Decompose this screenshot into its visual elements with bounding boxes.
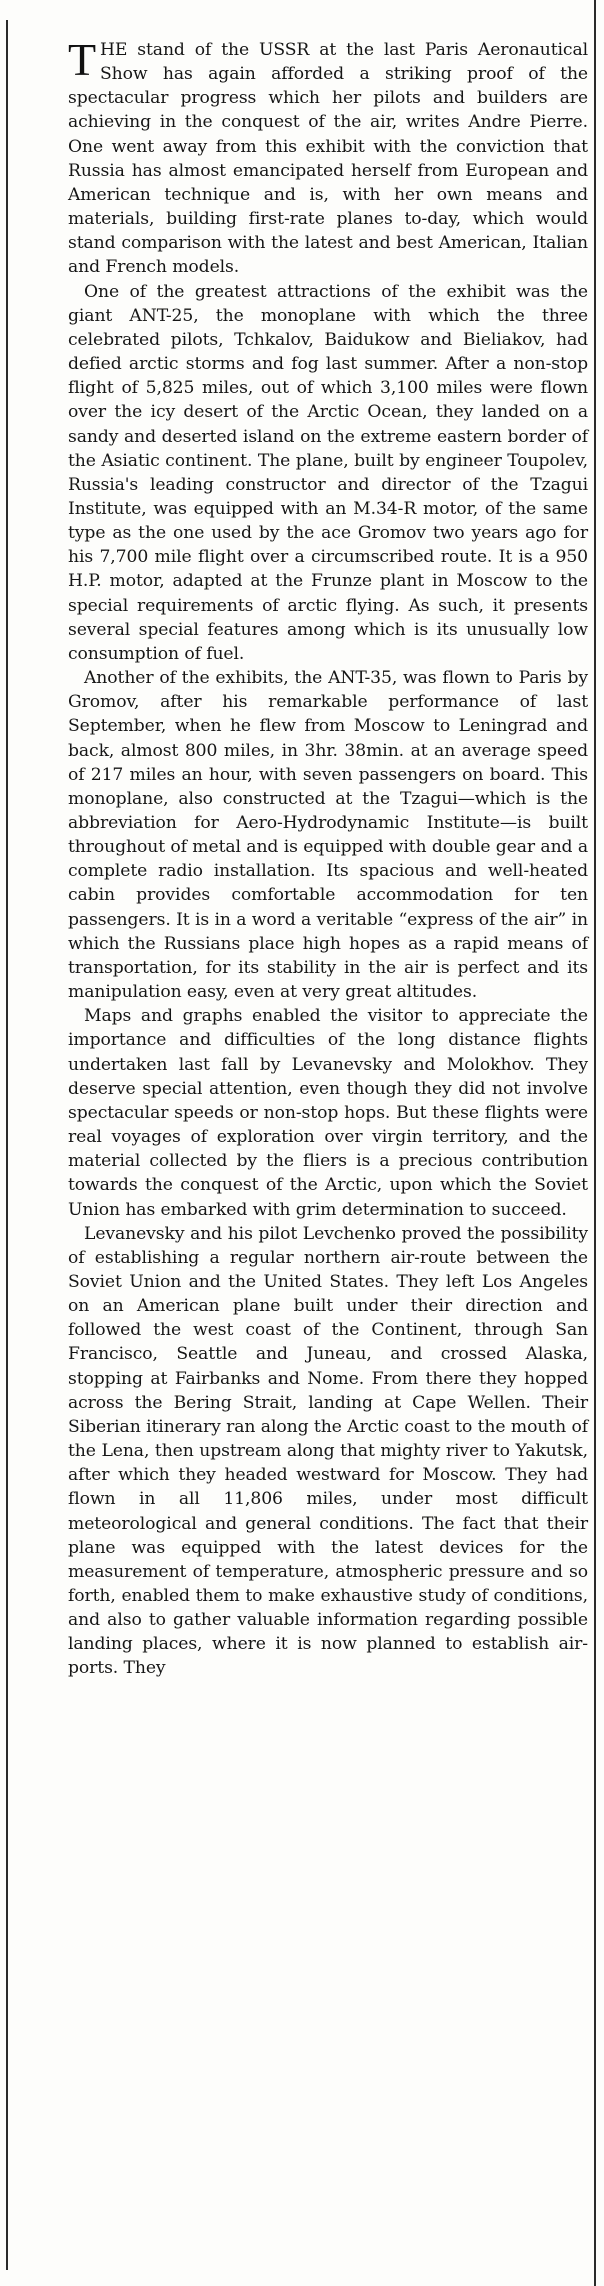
article-paragraph-1 bbox=[68, 34, 588, 280]
paragraph-1-text: HE stand of the USSR at the last Paris Aeronautical Show has again afforded a striking proof of the spectacular progress which her pilots and builders are achieving in the conquest of the air, writes Andre Pierre. One went away from this exhibit with the conviction that Russia has almost emancipated herself from European and American technique and is, with her own means and materials, building first-rate planes to-day, which would stand comparison with the latest and best American, Italian and French models. bbox=[68, 40, 588, 278]
article-paragraph-4: Maps and graphs enabled the visitor to appreciate the importance and difficulties of the long distance flights undertaken last fall by Levanevsky and Molokhov. They deserve special attention, even though they did not involve spectacular speeds or non-stop hops. But these flights were real voyages of exploration over virgin territory, and the material collected by the fliers is a precious contribution towards the conquest of the Arctic, upon which the Soviet Union has embarked with grim determination to succeed. bbox=[68, 1006, 588, 1220]
article-paragraph-5: Levanevsky and his pilot Levchenko proved the possibility of establishing a regular northern air-route between the Soviet Union and the United States. They left Los Angeles on an American plane built under their direction and followed the west coast of the Continent, through San Francisco, Seattle and Juneau, and crossed Alaska, stopping at Fairbanks and Nome. From there they hopped across the Bering Strait, landing at Cape Wellen. Their Siberian itinerary ran along the Arctic coast to the mouth of the Lena, then upstream along that mighty river to Yakutsk, after which they headed westward for Moscow. They had flown in all 11,806 miles, under most difficult meteorological and general conditions. The fact that their plane was equipped with the latest devices for the measurement of temperature, atmospheric pressure and so forth, enabled them to make exhaustive study of conditions, and also to gather valuable information regarding possible landing places, where it is now planned to establish air-ports. They bbox=[68, 1223, 588, 1679]
left-column-rule bbox=[6, 20, 8, 2270]
right-column-rule bbox=[594, 0, 596, 2286]
article-column bbox=[68, 34, 588, 1681]
drop-cap: T bbox=[68, 34, 96, 85]
article-paragraph-2: One of the greatest attractions of the exhibit was the giant ANT-25, the monoplane with which the three celebrated pilots, Tchkalov, Baidukow and Bieliakov, had defied arctic storms and fog last summer. After a non-stop flight of 5,825 miles, out of which 3,100 miles were flown over the icy desert of the Arctic Ocean, they landed on a sandy and deserted island on the extreme eastern border of the Asiatic continent. The plane, built by engineer Toupolev, Russia's leading constructor and director of the Tzagui Institute, was equipped with an M.34-R motor, of the same type as the one used by the ace Gromov two years ago for his 7,700 mile flight over a circumscribed route. It is a 950 H.P. motor, adapted at the Frunze plant in Moscow to the special requirements of arctic flying. As such, it presents several special features among which is its unusually low consumption of fuel. bbox=[68, 281, 588, 664]
article-paragraph-3: Another of the exhibits, the ANT-35, was flown to Paris by Gromov, after his remarkable performance of last September, when he flew from Moscow to Leningrad and back, almost 800 miles, in 3hr. 38min. at an average speed of 217 miles an hour, with seven passengers on board. This monoplane, also constructed at the Tzagui—which is the abbreviation for Aero-Hydrodynamic Institute—is built throughout of metal and is equipped with double gear and a complete radio installation. Its spacious and well-heated cabin provides comfortable accommodation for ten passengers. It is in a word a veritable “express of the air” in which the Russians place high hopes as a rapid means of transportation, for its stability in the air is perfect and its manipulation easy, even at very great altitudes. bbox=[68, 668, 588, 1003]
